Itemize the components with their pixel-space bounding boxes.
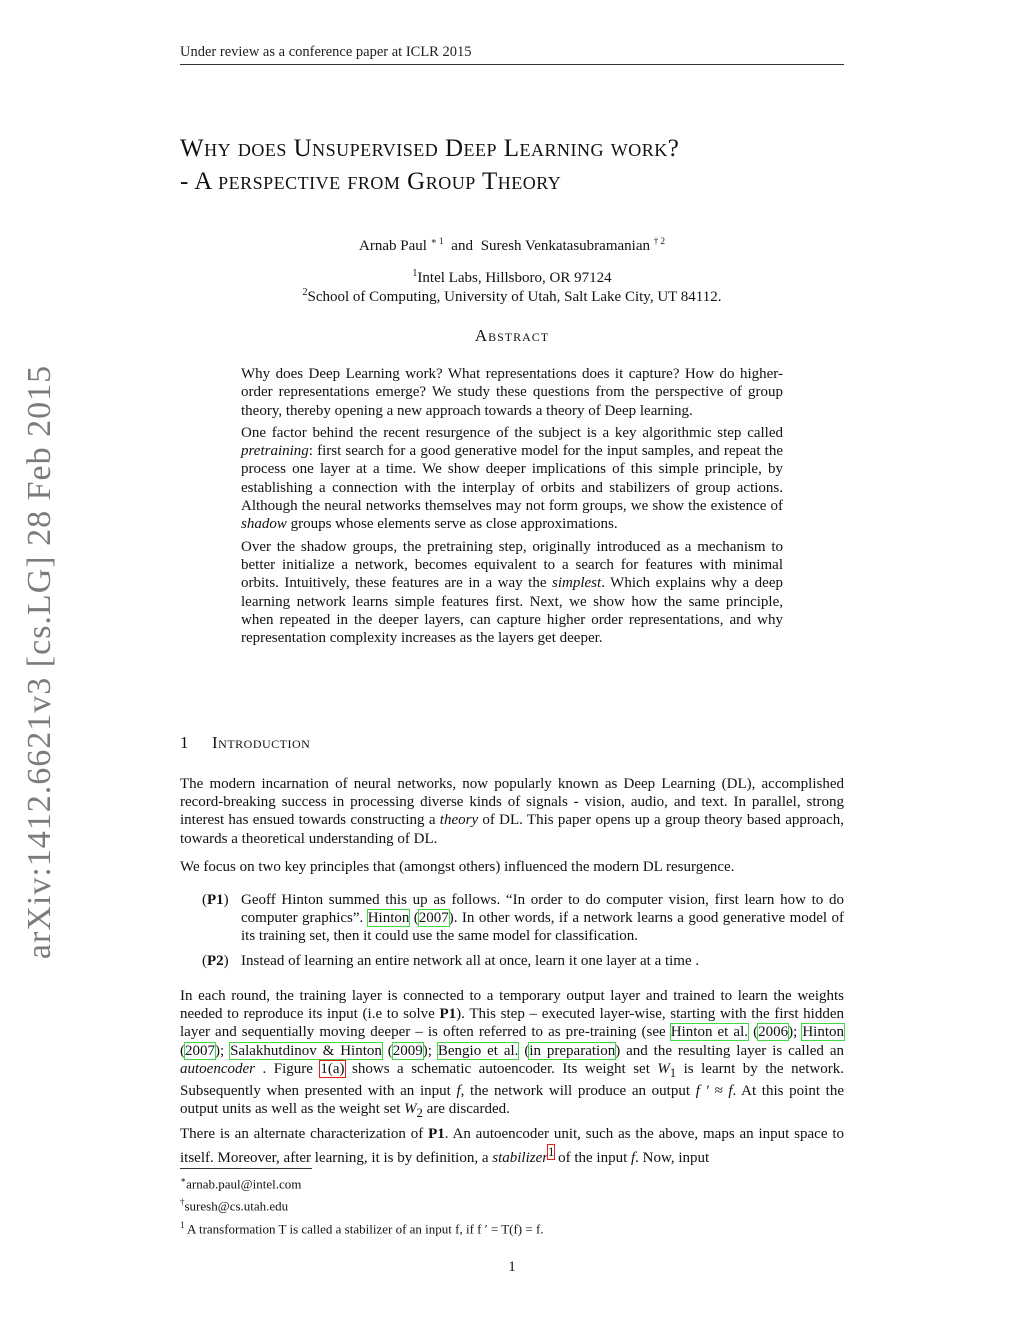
p2-label-text: P2 (207, 952, 224, 969)
footnote-reference-1[interactable]: 1 (548, 1145, 555, 1160)
intro-paragraph-3: In each round, the training layer is connected to a temporary output layer and trained to learn the weights needed to reproduce its input (i.e to solve P1). This step – executed layer-wise, starting with the first hidden layer and sequentially moving deeper – is often referred to as pre-training (see Hinton et al. (2006); Hinton (2007); Salakhutdinov & Hinton (2009); Bengio et al. (in preparation) and the resulting layer is called an autoencoder . Figure 1(a) shows a schematic autoencoder. Its weight set $W_1$ is learnt by the network. Subsequently when presented with an input f, the network will produce an output f ′ ≈ f. At this point the output units as well as the weight set $W_2$ are discarded. (180, 988, 844, 1121)
intro-p3-text-g: , the network will produce an output (460, 1083, 696, 1100)
paper-title (180, 132, 860, 198)
intro-p4-text-a: There is an alternate characterization of (180, 1126, 429, 1142)
figure-reference-1a[interactable]: 1(a) (320, 1060, 345, 1077)
abstract-p2-text-c: groups whose elements serve as close approximations. (286, 516, 618, 533)
intro-p3-text-e: shows a schematic autoencoder. Its weight set (344, 1060, 658, 1077)
abstract-paragraph-1: Why does Deep Learning work? What representations does it capture? How do higher-order representations emerge? We study these questions from the perspective of group theory, thereby opening a new approach towards a theory of Deep learning. (241, 366, 783, 419)
affiliation-1-number: 1 (412, 268, 418, 279)
citation-bengio-author[interactable]: Bengio et al. (437, 1042, 519, 1059)
abstract-p2-text-b: : first search for a good generative model for the input samples, and repeat the process one layer at a time. We show deeper implications of this simple principle, by establishing a connection with the interplay of orbits and stabilizers of group actions. Although the neural networks themselves may not form groups, we show the existence of (241, 443, 783, 515)
principle-p2-label (202, 952, 229, 970)
term-autoencoder: autoencoder (180, 1060, 255, 1077)
abstract-body (241, 365, 783, 651)
p2-label-close: ) (223, 952, 229, 969)
intro-p3-text-h: . At this point the output units as well as the weight set (180, 1083, 844, 1118)
intro-p4-bold-p1: P1 (428, 1126, 445, 1142)
affiliation-2-text: School of Computing, University of Utah, Salt Lake City, UT 84112. (307, 289, 722, 305)
citation-hinton-et-al-year[interactable]: 2006 (758, 1024, 789, 1041)
term-theory: theory (439, 812, 479, 829)
abstract-paragraph-2 (241, 424, 783, 534)
intro-p3-text-c: ) and the resulting layer is called an (615, 1042, 844, 1059)
principle-p2 (180, 952, 844, 970)
cite-paren-close: ) (448, 910, 454, 927)
section-heading-introduction (180, 733, 310, 753)
footnote-2-text: suresh@cs.utah.edu (184, 1198, 289, 1214)
citation-salakhutdinov-year[interactable]: 2009 (392, 1042, 423, 1059)
principle-p1 (180, 891, 844, 946)
principle-p1-text-b: . In other words, if a network learns a good generative model of its training set, then it could use the same model for classification. (241, 910, 844, 945)
header-rule (180, 64, 844, 65)
intro-p3-text-i: are discarded. (422, 1101, 510, 1118)
intro-p2-text: We focus on two key principles that (amongst others) influenced the modern DL resurgence. (180, 859, 735, 875)
footnote-rule (180, 1168, 312, 1169)
footnote-2-mark: † (180, 1197, 185, 1208)
footnotes (180, 1171, 544, 1238)
footnote-3-text: A transformation T is called a stabilizer of an input f, if f ′ = T(f) = f. (184, 1220, 544, 1236)
author-2-marks: † 2 (653, 236, 665, 246)
running-header: Under review as a conference paper at ICLR 2015 (180, 44, 472, 60)
author-1: Arnab Paul (359, 238, 427, 254)
p1-label-text: P1 (207, 892, 224, 908)
abstract-paragraph-3 (241, 538, 783, 648)
footnote-3-mark: 1 (180, 1219, 185, 1230)
intro-p3-text-f: is learnt by the network. Subsequently when presented with an input (180, 1060, 844, 1100)
intro-p3-text-a: In each round, the training layer is connected to a temporary output layer and trained to learn the weights needed to reproduce its input (i.e to solve (180, 988, 844, 1023)
affiliation-1 (180, 268, 844, 287)
citation-hinton-2007-year[interactable]: 2007 (418, 910, 449, 927)
cite-paren-open: ( (409, 910, 419, 927)
citation-salakhutdinov-author[interactable]: Salakhutdinov & Hinton (230, 1042, 382, 1059)
intro-p1-text-a: The modern incarnation of neural networks, now popularly known as Deep Learning (DL), accomplished record-breaking success in processing diverse kinds of signals - vision, audio, and text. In parallel, strong interest has ensued towards constructing a (180, 776, 844, 829)
intro-paragraph-1 (180, 775, 844, 848)
author-line (180, 236, 844, 255)
p2-label-open: ( (202, 952, 207, 969)
term-pretraining: pretraining (241, 443, 309, 460)
section-number: 1 (180, 733, 189, 752)
symbol-w2-sub: 2 (416, 1106, 423, 1121)
section-title: Introduction (212, 733, 311, 752)
affiliation-2-number: 2 (302, 287, 308, 298)
citation-hinton-2007-author[interactable]: Hinton (367, 910, 410, 927)
symbol-w1-sub: 1 (669, 1065, 677, 1080)
intro-p4-text-c: of the input (554, 1150, 631, 1167)
principle-p1-text-a: Geoff Hinton summed this up as follows. “In order to do computer vision, first learn how to do computer graphics”. (241, 892, 844, 927)
author-1-marks: ∗ 1 (430, 236, 444, 246)
footnote-1 (180, 1171, 544, 1193)
principle-p2-text: Instead of learning an entire network all at once, learn it one layer at a time . (241, 952, 700, 969)
citation-hinton-author[interactable]: Hinton (802, 1024, 844, 1041)
footnote-1-text: arnab.paul@intel.com (186, 1176, 302, 1192)
symbol-f-prime-approx: f ′ ≈ f (695, 1083, 733, 1100)
arxiv-side-stamp (20, 362, 60, 962)
intro-p3-text-b: ). This step – executed layer-wise, starting with the first hidden layer and sequentially moving deeper – is often referred to as pre-training (see (180, 1006, 844, 1041)
title-line-2: - A perspective from Group Theory (180, 168, 562, 195)
intro-p1-text-b: of DL. This paper opens up a group theory based approach, towards a theoretical understanding of DL. (180, 812, 844, 847)
intro-p4-text-b: . An autoencoder unit, such as the above, maps an input space to itself. Moreover, after learning, it is by definition, a (180, 1126, 844, 1167)
affiliation-2 (180, 287, 844, 306)
symbol-f: f (456, 1083, 461, 1100)
symbol-f-input: f (630, 1150, 636, 1167)
term-stabilizer: stabilizer (492, 1150, 549, 1167)
intro-paragraph-2 (180, 858, 844, 876)
citation-bengio-year[interactable]: in preparation (529, 1042, 616, 1059)
symbol-w1: W (657, 1060, 670, 1077)
citation-hinton-year[interactable]: 2007 (185, 1042, 215, 1059)
affiliation-1-text: Intel Labs, Hillsboro, OR 97124 (417, 270, 612, 286)
footnote-2 (180, 1193, 544, 1215)
p1-label-open: ( (202, 892, 207, 908)
arxiv-identifier: arXiv:1412.6621v3 [cs.LG] 28 Feb 2015 (21, 364, 58, 960)
footnote-3 (180, 1216, 544, 1238)
intro-p3-bold-p1: P1 (439, 1006, 457, 1023)
principle-p1-label (202, 891, 229, 909)
abstract-p3-text-a: Over the shadow groups, the pretraining step, originally introduced as a mechanism to better initialize a network, becomes equivalent to a search for features with minimal orbits. Intuitively, these features are in a way the (241, 538, 783, 592)
intro-paragraph-4 (180, 1125, 844, 1167)
author-connector: and (451, 238, 473, 254)
author-2: Suresh Venkatasubramanian (480, 238, 650, 254)
term-simplest: simplest (552, 575, 602, 592)
intro-p3-text-d: . Figure (254, 1060, 321, 1077)
principles-list (180, 891, 844, 976)
citation-hinton-et-al-author[interactable]: Hinton et al. (670, 1024, 748, 1041)
abstract-p3-text-b: . Which explains why a deep learning network learns simple features first. Next, we show how the same principle, when repeated in the deeper layers, can capture higher order representations, and why representation complexity increases as the layers get deeper. (241, 575, 783, 647)
term-shadow: shadow (241, 516, 287, 533)
abstract-p2-text-a: One factor behind the recent resurgence of the subject is a key algorithmic step called (241, 424, 783, 441)
intro-p4-text-d: . Now, input (635, 1150, 710, 1167)
page-number: 1 (508, 1259, 516, 1275)
title-line-1: Why does Unsupervised Deep Learning work? (180, 135, 680, 162)
symbol-w2: W (404, 1101, 417, 1118)
p1-label-close: ) (223, 892, 229, 908)
abstract-heading: Abstract (474, 326, 550, 345)
footnote-1-mark: ∗ (180, 1175, 187, 1185)
